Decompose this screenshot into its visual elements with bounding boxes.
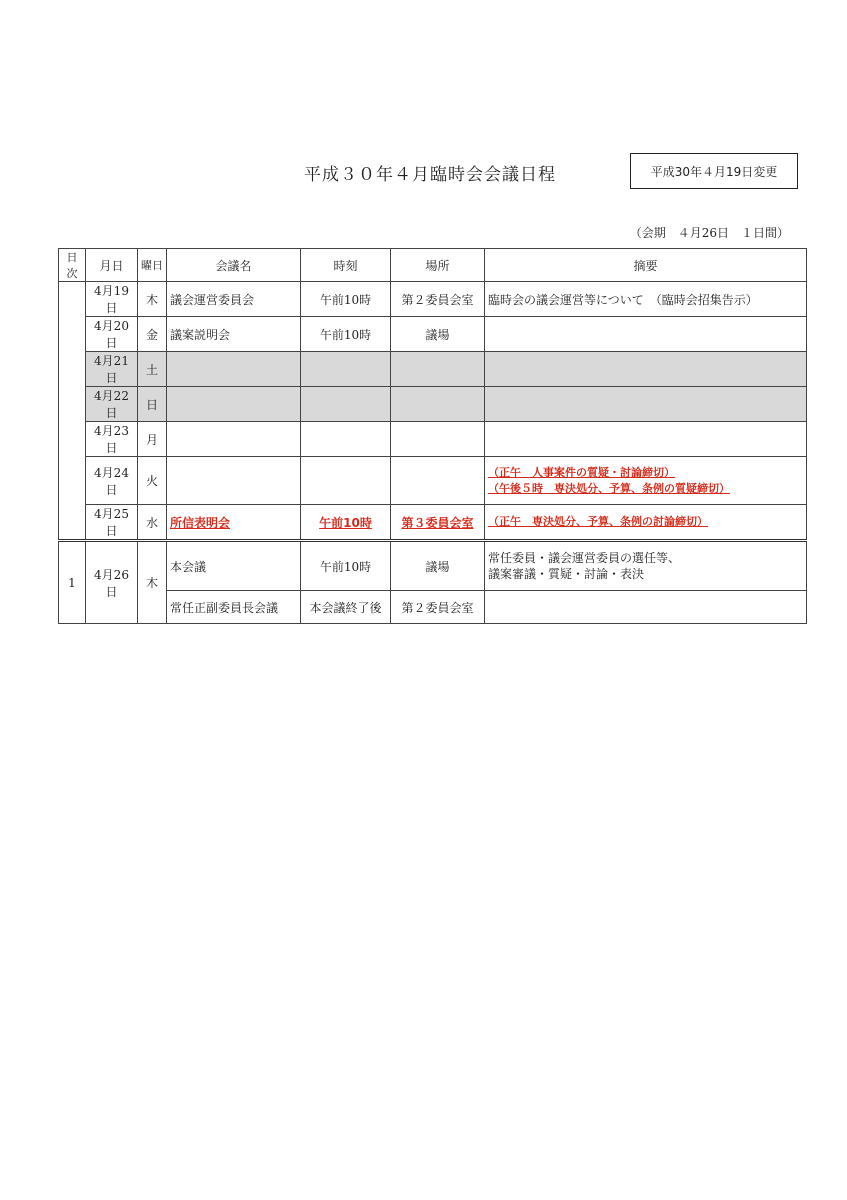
weekday-cell: 日 — [138, 387, 167, 422]
place-cell — [391, 505, 485, 541]
date-cell: 4月21日 — [86, 352, 138, 387]
table-row-holiday — [59, 387, 807, 422]
place-cell — [391, 422, 485, 457]
meeting-cell — [167, 457, 301, 505]
meeting-name-highlight: 所信表明会 — [170, 515, 231, 530]
table-row — [59, 282, 807, 317]
summary-cell — [485, 387, 807, 422]
page-title: 平成３０年４月臨時会会議日程 — [304, 165, 556, 185]
weekday-cell: 月 — [138, 422, 167, 457]
header-time: 時刻 — [301, 249, 391, 282]
summary-cell — [485, 505, 807, 541]
table-row — [59, 541, 807, 591]
meeting-cell: 議案説明会 — [167, 317, 301, 352]
weekday-cell: 土 — [138, 352, 167, 387]
day-num-cell: 1 — [59, 541, 86, 624]
meeting-cell: 常任正副委員長会議 — [167, 591, 301, 624]
date-cell: 4月24日 — [86, 457, 138, 505]
table-header-row — [59, 249, 807, 282]
summary-line: 常任委員・議会運営委員の選任等、 — [488, 551, 681, 565]
meeting-cell — [167, 505, 301, 541]
time-cell — [301, 352, 391, 387]
table-row — [59, 591, 807, 624]
date-cell: 4月20日 — [86, 317, 138, 352]
deadline-note: （正午 専決処分、予算、条例の討論締切） — [488, 515, 708, 528]
header-meeting: 会議名 — [167, 249, 301, 282]
table-row — [59, 317, 807, 352]
summary-cell — [485, 457, 807, 505]
day-num-cell — [59, 282, 86, 541]
summary-cell — [485, 352, 807, 387]
header-weekday: 曜日 — [138, 249, 167, 282]
time-cell — [301, 387, 391, 422]
place-cell: 議場 — [391, 541, 485, 591]
summary-cell — [485, 422, 807, 457]
time-cell — [301, 422, 391, 457]
place-highlight: 第３委員会室 — [401, 515, 474, 530]
header-summary: 摘要 — [485, 249, 807, 282]
table-row-holiday — [59, 352, 807, 387]
date-cell: 4月26日 — [86, 541, 138, 624]
place-cell — [391, 387, 485, 422]
time-cell: 午前10時 — [301, 541, 391, 591]
date-cell: 4月23日 — [86, 422, 138, 457]
time-highlight: 午前10時 — [319, 515, 372, 530]
revision-box: 平成30年４月19日変更 — [630, 153, 798, 189]
date-cell: 4月25日 — [86, 505, 138, 541]
header-day-num: 日次 — [59, 249, 86, 282]
place-cell — [391, 352, 485, 387]
date-cell: 4月22日 — [86, 387, 138, 422]
time-cell — [301, 457, 391, 505]
weekday-cell: 木 — [138, 541, 167, 624]
header-place: 場所 — [391, 249, 485, 282]
weekday-cell: 金 — [138, 317, 167, 352]
place-cell — [391, 457, 485, 505]
date-cell: 4月19日 — [86, 282, 138, 317]
header-date: 月日 — [86, 249, 138, 282]
meeting-cell: 本会議 — [167, 541, 301, 591]
time-cell: 午前10時 — [301, 317, 391, 352]
time-cell: 本会議終了後 — [301, 591, 391, 624]
time-cell — [301, 505, 391, 541]
table-row — [59, 422, 807, 457]
schedule-table — [58, 248, 807, 624]
weekday-cell: 火 — [138, 457, 167, 505]
place-cell: 第２委員会室 — [391, 591, 485, 624]
summary-cell — [485, 541, 807, 591]
deadline-note: （正午 人事案件の質疑・討論締切） — [488, 465, 675, 479]
summary-line: 議案審議・質疑・討論・表決 — [488, 567, 645, 581]
meeting-cell — [167, 422, 301, 457]
place-cell: 議場 — [391, 317, 485, 352]
table-row — [59, 505, 807, 541]
place-cell: 第２委員会室 — [391, 282, 485, 317]
meeting-cell — [167, 352, 301, 387]
time-cell: 午前10時 — [301, 282, 391, 317]
weekday-cell: 木 — [138, 282, 167, 317]
summary-cell — [485, 317, 807, 352]
summary-cell — [485, 591, 807, 624]
meeting-cell — [167, 387, 301, 422]
deadline-note: （午後５時 専決処分、予算、条例の質疑締切） — [488, 481, 730, 495]
summary-cell: 臨時会の議会運営等について （臨時会招集告示） — [485, 282, 807, 317]
weekday-cell: 水 — [138, 505, 167, 541]
meeting-cell: 議会運営委員会 — [167, 282, 301, 317]
table-row — [59, 457, 807, 505]
session-period: （会期 ４月26日 １日間） — [629, 226, 789, 240]
